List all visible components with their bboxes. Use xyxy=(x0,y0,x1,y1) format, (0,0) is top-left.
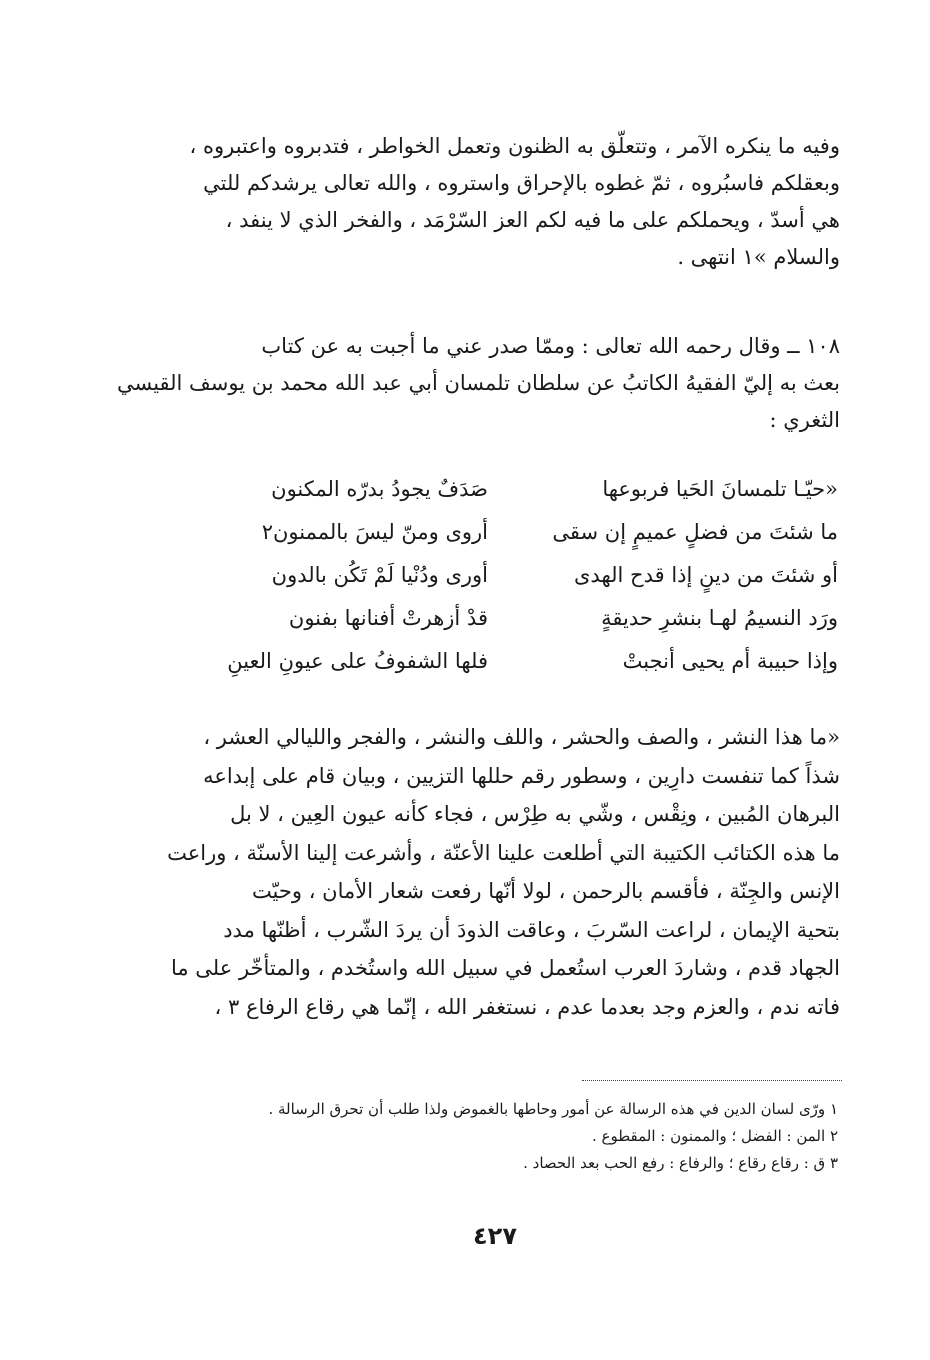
footnotes xyxy=(98,1096,838,1177)
poem-verse xyxy=(118,468,838,511)
text-line: الإنس والجِنّة ، فأقسم بالرحمن ، لولا أنّها رفعت شعار الأمان ، وحيّت xyxy=(251,879,840,903)
text-line: هي أسدّ ، ويحملكم على ما فيه لكم العز السّرْمَد ، والفخر الذي لا ينفد ، xyxy=(225,208,840,232)
text-line: الثغري : xyxy=(769,408,840,432)
footnote-divider xyxy=(582,1080,842,1081)
text-line: وفيه ما ينكره الآمر ، وتتعلّق به الظنون وتعمل الخواطر ، فتدبروه واعتبروه ، xyxy=(189,134,840,158)
text-line: ما هذه الكتائب الكتيبة التي أطلعت علينا الأعنّة ، وأشرعت إلينا الأسنّة ، وراعت xyxy=(167,840,840,865)
text-line: الجهاد قدم ، وشاردَ العرب استُعمل في سبيل الله واستُخدم ، والمتأخّر على ما xyxy=(170,956,840,980)
verse-second-hemistich: قدْ أزهرتْ أفنانها بفنون xyxy=(288,606,488,630)
poem-verse xyxy=(118,640,838,683)
verse-second-hemistich: أورى ودُنْيا لَمْ تَكُن بالدون xyxy=(271,563,488,587)
text-line: والسلام »١ انتهى . xyxy=(677,245,840,269)
text-line: شذاً كما تنفست دارِين ، وسطور رقم حللها التزيين ، وبيان قام على إبداعه xyxy=(203,763,840,788)
poem-verse xyxy=(118,554,838,597)
text-line: ١٠٨ ــ وقال رحمه الله تعالى : وممّا صدر عني ما أجبت به عن كتاب xyxy=(261,334,840,358)
page-number: ٤٢٧ xyxy=(473,1222,517,1250)
paragraph-prose xyxy=(90,718,840,1026)
footnote: ٢ المن : الفضل ؛ والممنون : المقطوع . xyxy=(592,1127,838,1145)
verse-second-hemistich: صَدَفٌ يجودُ بدرّه المكنون xyxy=(271,477,488,501)
verse-first-hemistich: «حيّـا تلمسانَ الحَيا فربوعها xyxy=(602,477,838,501)
footnote: ٣ ق : رقاع رقاع ؛ والرفاع : رفع الحب بعد الحصاد . xyxy=(523,1154,838,1172)
text-line: البرهان المُبين ، ونِقْس ، وشّي به طِرْس ، فجاء كأنه عيون العِين ، لا بل xyxy=(230,802,840,826)
verse-second-hemistich: فلها الشفوفُ على عيونِ العينِ xyxy=(227,649,488,673)
poem xyxy=(118,468,838,683)
paragraph-top xyxy=(90,128,840,276)
paragraph-intro xyxy=(90,328,840,439)
verse-first-hemistich: أو شئتَ من دينٍ إذا قدح الهدى xyxy=(573,563,838,587)
text-line: فاته ندم ، والعزم وجد بعدما عدم ، نستغفر الله ، إنّما هي رقاع الرفاع ٣ ، xyxy=(214,994,840,1019)
text-line: بعث به إليّ الفقيهُ الكاتبُ عن سلطان تلمسان أبي عبد الله محمد بن يوسف القيسي xyxy=(116,371,840,395)
text-line: «ما هذا النشر ، والصف والحشر ، واللف والنشر ، والفجر والليالي العشر ، xyxy=(203,725,840,749)
text-line: بتحية الإيمان ، لراعت السّربَ ، وعاقت الذودَ أن يردَ الشّرب ، أظنّها مدد xyxy=(223,917,840,942)
text-line: وبعقلكم فاسبُروه ، ثمّ غطوه بالإحراق واستروه ، والله تعالى يرشدكم للتي xyxy=(203,171,840,195)
poem-verse xyxy=(118,511,838,554)
verse-first-hemistich: وإذا حبيبة أم يحيى أنجبتْ xyxy=(622,649,838,673)
verse-first-hemistich: ما شئتَ من فضلٍ عميمٍ إن سقى xyxy=(552,520,838,544)
verse-second-hemistich: أروى ومنّ ليسَ بالممنون٢ xyxy=(261,520,488,544)
poem-verse xyxy=(118,597,838,640)
footnote: ١ ورّى لسان الدين في هذه الرسالة عن أمور وحاطها بالغموض ولذا طلب أن تحرق الرسالة . xyxy=(268,1100,838,1118)
verse-first-hemistich: ورَد النسيمُ لهـا بنشرِ حديقةٍ xyxy=(601,606,838,630)
